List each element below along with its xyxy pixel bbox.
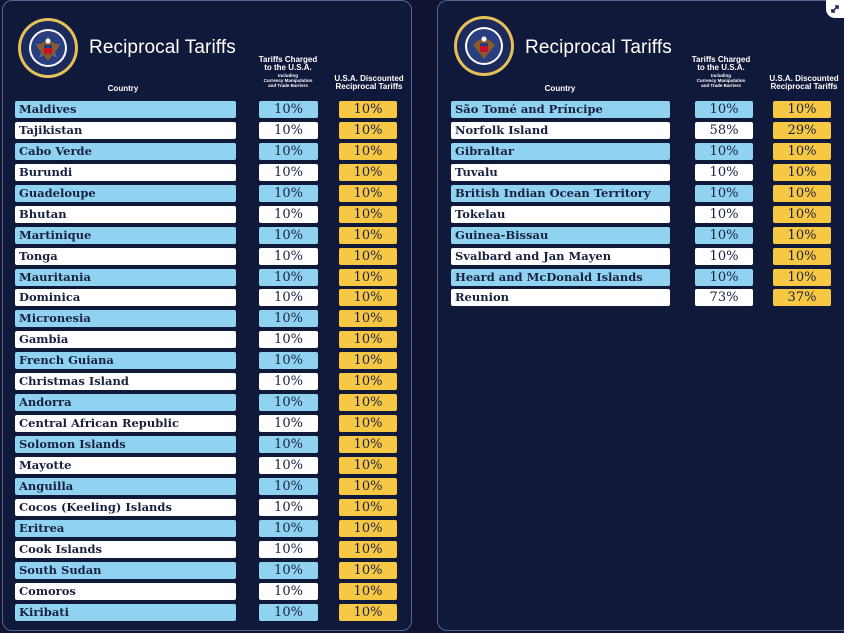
country-cell: Maldives [15,101,236,118]
discounted-tariff-cell: 10% [339,436,397,453]
tariff-charged-cell: 10% [259,101,318,118]
country-cell: Tuvalu [451,164,670,181]
country-cell: Dominica [15,289,236,306]
country-cell: Comoros [15,583,236,600]
country-cell: Solomon Islands [15,436,236,453]
discounted-tariff-cell: 10% [339,185,397,202]
header-country: Country [544,84,576,93]
country-cell: Burundi [15,164,236,181]
discounted-tariff-cell: 10% [339,289,397,306]
tariff-charged-cell: 10% [259,436,318,453]
left-tariff-board [2,0,412,631]
tariff-charged-cell: 10% [259,415,318,432]
country-cell: Eritrea [15,520,236,537]
tariff-charged-cell: 10% [259,604,318,621]
discounted-tariff-cell: 10% [773,101,831,118]
tariff-charged-cell: 58% [695,122,753,139]
country-cell: Martinique [15,227,236,244]
header-country: Country [107,84,139,93]
discounted-tariff-cell: 10% [339,394,397,411]
tariff-charged-cell: 10% [259,122,318,139]
tariff-charged-cell: 10% [259,248,318,265]
header-discounted-tariffs: U.S.A. Discounted Reciprocal Tariffs [769,74,839,91]
header-discounted-tariffs: U.S.A. Discounted Reciprocal Tariffs [334,74,404,91]
tariff-charged-cell: 73% [695,289,753,306]
tariff-charged-cell: 10% [259,331,318,348]
country-cell: São Tomé and Príncipe [451,101,670,118]
discounted-tariff-cell: 10% [773,185,831,202]
country-cell: Tonga [15,248,236,265]
country-cell: British Indian Ocean Territory [451,185,670,202]
tariff-charged-cell: 10% [259,583,318,600]
country-cell: Mauritania [15,269,236,286]
country-cell: South Sudan [15,562,236,579]
tariff-charged-cell: 10% [259,457,318,474]
discounted-tariff-cell: 37% [773,289,831,306]
tariff-charged-cell: 10% [259,310,318,327]
discounted-tariff-cell: 10% [339,373,397,390]
country-cell: Cocos (Keeling) Islands [15,499,236,516]
country-cell: Tajikistan [15,122,236,139]
country-cell: Cabo Verde [15,143,236,160]
discounted-tariff-cell: 10% [339,101,397,118]
country-cell: Heard and McDonald Islands [451,269,670,286]
discounted-tariff-cell: 10% [339,583,397,600]
discounted-tariff-cell: 10% [339,269,397,286]
discounted-tariff-cell: 10% [773,248,831,265]
presidential-seal-icon [17,17,79,79]
page-title: Reciprocal Tariffs [525,37,672,58]
tariff-charged-cell: 10% [259,541,318,558]
discounted-tariff-cell: 10% [339,499,397,516]
tariff-charged-cell: 10% [259,562,318,579]
country-cell: Norfolk Island [451,122,670,139]
tariff-charged-cell: 10% [259,185,318,202]
tariff-charged-cell: 10% [695,164,753,181]
discounted-tariff-cell: 10% [339,478,397,495]
presidential-seal-icon [453,15,515,77]
discounted-tariff-cell: 10% [339,457,397,474]
header-tariffs-charged: Tariffs Charged to the U.S.A. Including Currency Manipulation and Trade Barriers [258,55,318,89]
tariff-charged-cell: 10% [695,269,753,286]
country-cell: Central African Republic [15,415,236,432]
tariff-charged-cell: 10% [695,185,753,202]
discounted-tariff-cell: 10% [339,143,397,160]
country-cell: Andorra [15,394,236,411]
discounted-tariff-cell: 10% [339,562,397,579]
country-cell: Micronesia [15,310,236,327]
discounted-tariff-cell: 10% [339,352,397,369]
tariff-charged-cell: 10% [259,164,318,181]
country-cell: Svalbard and Jan Mayen [451,248,670,265]
tariff-charged-cell: 10% [695,206,753,223]
tariff-charged-cell: 10% [259,499,318,516]
country-cell: Gambia [15,331,236,348]
discounted-tariff-cell: 10% [339,541,397,558]
tariff-charged-cell: 10% [259,352,318,369]
tariff-charged-cell: 10% [259,227,318,244]
discounted-tariff-cell: 10% [339,310,397,327]
discounted-tariff-cell: 10% [773,227,831,244]
discounted-tariff-cell: 10% [339,206,397,223]
expand-icon[interactable] [826,0,844,18]
country-cell: Gibraltar [451,143,670,160]
discounted-tariff-cell: 10% [339,520,397,537]
discounted-tariff-cell: 10% [773,269,831,286]
header-tariffs-charged: Tariffs Charged to the U.S.A. Including Currency Manipulation and Trade Barriers [691,55,751,89]
country-cell: Guinea-Bissau [451,227,670,244]
country-cell: Tokelau [451,206,670,223]
tariff-charged-cell: 10% [259,394,318,411]
tariff-charged-cell: 10% [259,143,318,160]
country-cell: Guadeloupe [15,185,236,202]
country-cell: Anguilla [15,478,236,495]
country-cell: Bhutan [15,206,236,223]
discounted-tariff-cell: 10% [339,604,397,621]
discounted-tariff-cell: 10% [773,164,831,181]
tariff-charged-cell: 10% [259,269,318,286]
discounted-tariff-cell: 10% [339,248,397,265]
discounted-tariff-cell: 10% [339,415,397,432]
country-cell: Cook Islands [15,541,236,558]
discounted-tariff-cell: 10% [339,164,397,181]
expand-arrows-icon [826,0,844,18]
country-cell: Reunion [451,289,670,306]
right-tariff-board [437,0,844,631]
country-cell: French Guiana [15,352,236,369]
tariff-charged-cell: 10% [259,520,318,537]
tariff-charged-cell: 10% [695,248,753,265]
country-cell: Kiribati [15,604,236,621]
discounted-tariff-cell: 10% [339,331,397,348]
tariff-charged-cell: 10% [695,227,753,244]
discounted-tariff-cell: 10% [339,122,397,139]
country-cell: Christmas Island [15,373,236,390]
discounted-tariff-cell: 10% [773,206,831,223]
tariff-charged-cell: 10% [695,101,753,118]
tariff-charged-cell: 10% [259,206,318,223]
discounted-tariff-cell: 29% [773,122,831,139]
tariff-charged-cell: 10% [259,373,318,390]
tariff-charged-cell: 10% [695,143,753,160]
discounted-tariff-cell: 10% [339,227,397,244]
page-title: Reciprocal Tariffs [89,37,236,58]
tariff-charged-cell: 10% [259,478,318,495]
tariff-charged-cell: 10% [259,289,318,306]
country-cell: Mayotte [15,457,236,474]
discounted-tariff-cell: 10% [773,143,831,160]
